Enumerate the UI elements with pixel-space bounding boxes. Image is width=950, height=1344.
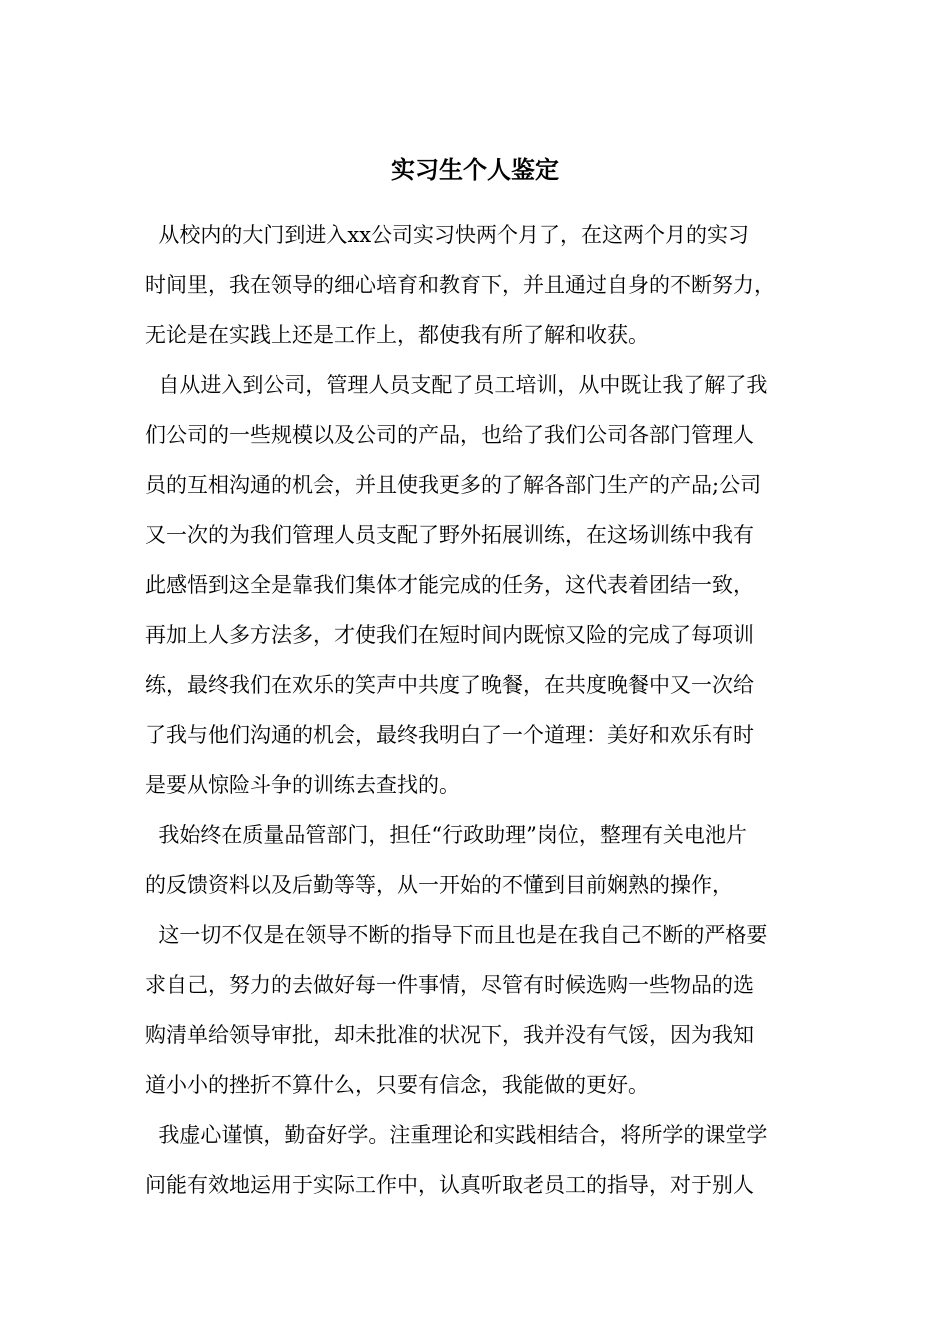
text-line: 自从进入到公司，管理人员支配了员工培训，从中既让我了解了我 (145, 373, 768, 397)
text-line: 这一切不仅是在领导不断的指导下而且也是在我自己不断的严格要 (145, 923, 768, 947)
text-line: 们公司的一些规模以及公司的产品，也给了我们公司各部门管理人 (145, 423, 754, 447)
text-line: 我虚心谨慎，勤奋好学。注重理论和实践相结合，将所学的课堂学 (145, 1123, 768, 1147)
text-line: 的反馈资料以及后勤等等，从一开始的不懂到目前娴熟的操作， (145, 873, 733, 897)
text-line: 我始终在质量品管部门，担任“行政助理”岗位，整理有关电池片 (145, 823, 747, 847)
text-line: 员的互相沟通的机会，并且使我更多的了解各部门生产的产品;公司 (145, 473, 762, 497)
text-line: 购清单给领导审批，却未批准的状况下，我并没有气馁，因为我知 (145, 1023, 754, 1047)
text-line: 求自己，努力的去做好每一件事情，尽管有时候选购一些物品的选 (145, 973, 754, 997)
text-line: 练，最终我们在欢乐的笑声中共度了晚餐，在共度晚餐中又一次给 (145, 673, 754, 697)
text-line: 时间里，我在领导的细心培育和教育下，并且通过自身的不断努力， (145, 273, 775, 297)
text-line: 是要从惊险斗争的训练去查找的。 (145, 773, 460, 797)
text-line: 此感悟到这全是靠我们集体才能完成的任务，这代表着团结一致， (145, 573, 754, 597)
text-line: 道小小的挫折不算什么，只要有信念，我能做的更好。 (145, 1073, 649, 1097)
text-line: 问能有效地运用于实际工作中，认真听取老员工的指导，对于别人 (145, 1173, 754, 1197)
text-line: 了我与他们沟通的机会，最终我明白了一个道理：美好和欢乐有时 (145, 723, 754, 747)
text-line: 再加上人多方法多，才使我们在短时间内既惊又险的完成了每项训 (145, 623, 754, 647)
document-body (145, 210, 835, 1210)
text-line: 从校内的大门到进入xx公司实习快两个月了，在这两个月的实习 (145, 223, 750, 247)
text-line: 又一次的为我们管理人员支配了野外拓展训练，在这场训练中我有 (145, 523, 754, 547)
document-title: 实习生个人鉴定 (391, 155, 559, 184)
text-line: 无论是在实践上还是工作上，都使我有所了解和收获。 (145, 323, 649, 347)
